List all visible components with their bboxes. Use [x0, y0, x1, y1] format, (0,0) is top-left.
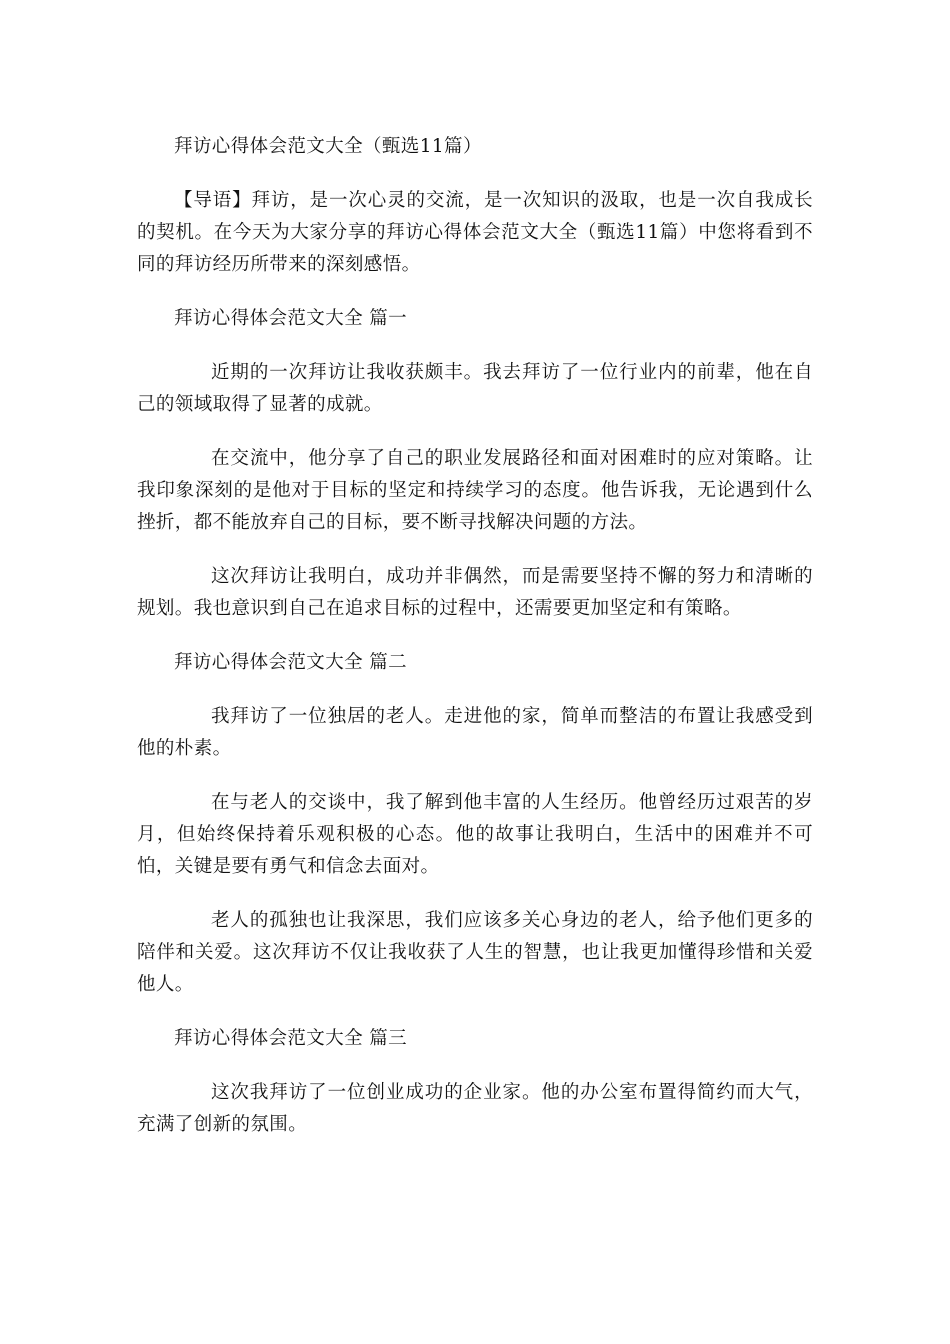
section-2-paragraph-3: 老人的孤独也让我深思，我们应该多关心身边的老人，给予他们更多的陪伴和关爱。这次拜访不仅让我收获了人生的智慧，也让我更加懂得珍惜和关爱他人。 — [137, 910, 813, 995]
section-2-paragraph-2: 在与老人的交谈中，我了解到他丰富的人生经历。他曾经历过艰苦的岁月，但始终保持着乐观积极的心态。他的故事让我明白，生活中的困难并不可怕，关键是要有勇气和信念去面对。 — [137, 792, 813, 877]
section-heading-1: 拜访心得体会范文大全 篇一 — [174, 308, 408, 329]
section-1-paragraph-2: 在交流中，他分享了自己的职业发展路径和面对困难时的应对策略。让我印象深刻的是他对于目标的坚定和持续学习的态度。他告诉我，无论遇到什么挫折，都不能放弃自己的目标，要不断寻找解决问题的方法。 — [137, 448, 813, 533]
document-title: 拜访心得体会范文大全（甄选11篇） — [174, 136, 482, 157]
intro-paragraph: 【导语】拜访，是一次心灵的交流，是一次知识的汲取，也是一次自我成长的契机。在今天为大家分享的拜访心得体会范文大全（甄选11篇）中您将看到不同的拜访经历所带来的深刻感悟。 — [137, 190, 813, 275]
section-1-paragraph-3: 这次拜访让我明白，成功并非偶然，而是需要坚持不懈的努力和清晰的规划。我也意识到自己在追求目标的过程中，还需要更加坚定和有策略。 — [137, 566, 813, 619]
section-3-paragraph-1: 这次我拜访了一位创业成功的企业家。他的办公室布置得简约而大气，充满了创新的氛围。 — [137, 1082, 813, 1135]
section-2-paragraph-1: 我拜访了一位独居的老人。走进他的家，简单而整洁的布置让我感受到他的朴素。 — [137, 706, 813, 759]
document-body — [137, 131, 813, 1163]
section-heading-3: 拜访心得体会范文大全 篇三 — [174, 1028, 408, 1049]
section-heading-2: 拜访心得体会范文大全 篇二 — [174, 652, 408, 673]
section-1-paragraph-1: 近期的一次拜访让我收获颇丰。我去拜访了一位行业内的前辈，他在自己的领域取得了显著的成就。 — [137, 362, 813, 415]
